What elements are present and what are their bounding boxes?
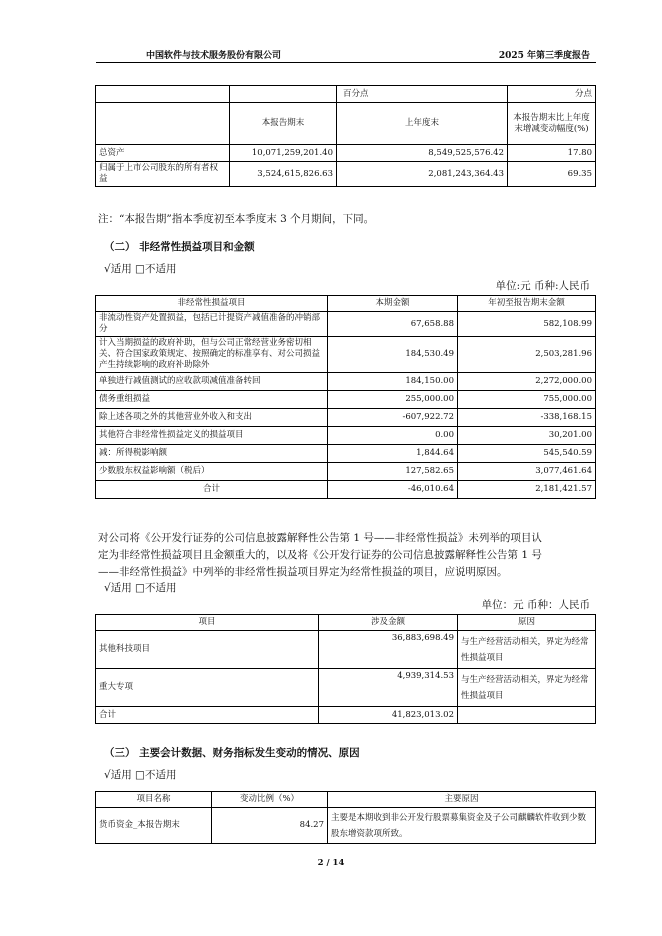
table-row-total: 合计 -46,010.64 2,181,421.57: [96, 481, 596, 499]
table-row: 除上述各项之外的其他营业外收入和支出 -607,922.72 -338,168.15: [96, 409, 596, 427]
table-row: 单独进行减值测试的应收款项减值准备转回 184,150.00 2,272,000.00: [96, 373, 596, 391]
note-text: 注：“本报告期”指本季度初至本季度末 3 个月期间，下同。: [98, 213, 375, 225]
col-change-header: 本报告期末比上年度末增减变动幅度(%): [508, 103, 596, 145]
applicable-checkbox: √适用 □不适用: [104, 263, 177, 275]
col-prior-header: 上年度末: [337, 103, 508, 145]
unit-label: 单位：元 币种：人民币: [481, 599, 590, 611]
table-row: 非流动性资产处置损益，包括已计提资产减值准备的冲销部分 67,658.88 582,108.99: [96, 312, 596, 337]
table-row: 减：所得税影响额 1,844.64 545,540.59: [96, 445, 596, 463]
paragraph-line-1: 对公司将《公开发行证券的公司信息披露解释性公告第 1 号——非经常性损益》未列举的项目认: [98, 532, 542, 544]
table-row: 其他符合非经常性损益定义的损益项目 0.00 30,201.00: [96, 427, 596, 445]
report-title: 2025 年第三季度报告: [498, 51, 590, 61]
table-row: 归属于上市公司股东的所有者权益 3,524,615,826.63 2,081,243,364.43 69.35: [96, 162, 596, 187]
changes-table: 项目名称 变动比例（%） 主要原因 货币资金_本报告期末 84.27 主要是本期收到非公开发行股票募集资金及子公司麒麟软件收到少数股东增资款项所致。: [95, 791, 596, 844]
paragraph-line-3: ——非经常性损益》中列举的非经常性损益项目界定为经常性损益的项目，应说明原因。: [98, 566, 508, 578]
paragraph-line-2: 定为非经常性损益项目且金额重大的，以及将《公开发行证券的公司信息披露解释性公告第 1 号: [98, 549, 542, 561]
nonrecurring-table: 非经常性损益项目 本期金额 年初至报告期末金额 非流动性资产处置损益，包括已计提资产减值准备的冲销部分 67,658.88 582,108.99 计入当期损益的政府补助，但与公司正常经营业务密切相关、符合国家政策规定、按照确定的标准享有、对公司损益产生持续影响的政府补助除外 184,530.49 2,503,281.96 单独进行减值测试的应收款项减值准备转回 184,150.00 2,272,000.00 债务重组损益 255,000.00 755,000.00 除上述各项之外的其他营业外收入和支出 -607,922.72 -338,168.15 其他符合非经常性损益定义的损益项目 0.00 30,201.00 减：所得税影响额 1,844.64 545,540.59 少数股东权益影响额（税后） 127,582.65 3,077,461.64 合计 -46,010.64 2,181,421.57: [95, 295, 596, 499]
table-row: 总资产 10,071,259,201.40 8,549,525,576.42 17.80: [96, 145, 596, 162]
table-row: 债务重组损益 255,000.00 755,000.00: [96, 391, 596, 409]
table-row-total: 合计 41,823,013.02: [96, 707, 596, 724]
page-number: 2 / 14: [317, 858, 345, 868]
section-title-nonrecurring: （二） 非经常性损益项目和金额: [104, 241, 255, 253]
table-row: 少数股东权益影响额（税后） 127,582.65 3,077,461.64: [96, 463, 596, 481]
unit-label: 单位:元 币种:人民币: [495, 280, 590, 292]
table-row: 计入当期损益的政府补助，但与公司正常经营业务密切相关、符合国家政策规定、按照确定的标准享有、对公司损益产生持续影响的政府补助除外 184,530.49 2,503,281.96: [96, 337, 596, 373]
asset-table: [95, 85, 596, 187]
table-row: 货币资金_本报告期末 84.27 主要是本期收到非公开发行股票募集资金及子公司麒麟软件收到少数股东增资款项所致。: [96, 808, 596, 844]
table-row: 重大专项 4,939,314.53 与生产经营活动相关，界定为经常性损益项目: [96, 669, 596, 707]
col-current-header: 本报告期末: [230, 103, 337, 145]
page-header: [96, 46, 596, 63]
recurring-items-table: 项目 涉及金额 原因 其他科技项目 36,883,698.49 与生产经营活动相关，界定为经常性损益项目 重大专项 4,939,314.53 与生产经营活动相关，界定为经常性损益项目 合计 41,823,013.02: [95, 614, 596, 724]
table-row: 其他科技项目 36,883,698.49 与生产经营活动相关，界定为经常性损益项目: [96, 631, 596, 669]
table1-top-mid: 百分点: [337, 86, 508, 103]
company-name: 中国软件与技术服务股份有限公司: [146, 51, 282, 61]
applicable-checkbox: √适用 □不适用: [104, 582, 177, 594]
applicable-checkbox: √适用 □不适用: [104, 769, 177, 781]
section-title-changes: （三） 主要会计数据、财务指标发生变动的情况、原因: [104, 747, 360, 759]
table1-top-right: 分点: [508, 86, 596, 103]
